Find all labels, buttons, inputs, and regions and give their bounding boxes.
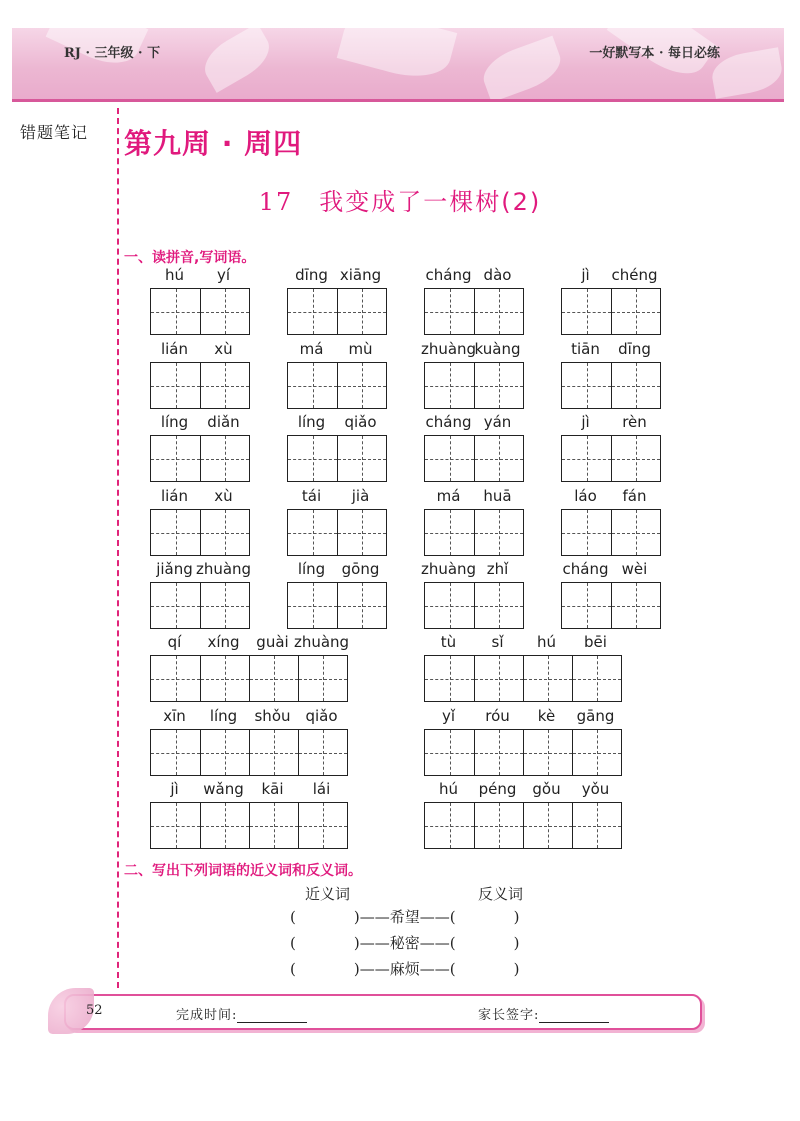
pinyin-syllable: cháng <box>425 413 472 431</box>
word-box-6 <box>287 340 387 409</box>
word-box-18 <box>287 560 387 629</box>
pinyin-syllable: wèi <box>621 560 648 578</box>
pinyin-syllable: mù <box>348 340 373 358</box>
tianzige-grid <box>424 362 524 409</box>
pinyin-syllable: líng <box>160 413 189 431</box>
pinyin-syllable: rèn <box>622 413 647 431</box>
writing-cell[interactable] <box>474 510 523 555</box>
writing-cell[interactable] <box>611 363 660 408</box>
word-box-21 <box>150 633 348 702</box>
pinyin-syllable: kè <box>537 707 556 725</box>
writing-cell[interactable] <box>425 730 474 775</box>
pinyin-syllable: líng <box>209 707 238 725</box>
week-title: 第九周 · 周四 <box>124 127 303 160</box>
writing-cell[interactable] <box>562 363 611 408</box>
pinyin-syllable: chéng <box>611 266 658 284</box>
word-secret: ——秘密—— <box>359 934 450 952</box>
writing-cell[interactable] <box>298 656 347 701</box>
pinyin-syllable: fán <box>622 487 647 505</box>
pinyin-syllable: qiǎo <box>305 707 338 725</box>
word-box-17 <box>150 560 250 629</box>
writing-cell[interactable] <box>200 803 249 848</box>
writing-cell[interactable] <box>474 730 523 775</box>
pinyin-syllable: xiāng <box>339 266 382 284</box>
writing-cell[interactable] <box>151 730 200 775</box>
word-box-2 <box>287 266 387 335</box>
pinyin-syllable: má <box>436 487 461 505</box>
word-box-22 <box>424 633 622 702</box>
word-box-12 <box>561 413 661 482</box>
pinyin-syllable: cháng <box>425 266 472 284</box>
writing-cell[interactable] <box>562 436 611 481</box>
writing-cell[interactable] <box>523 730 572 775</box>
pinyin-syllable: láo <box>574 487 597 505</box>
word-row-2: ( )——秘密——( ) <box>290 934 520 952</box>
pinyin-syllable: zhuàng <box>293 633 350 651</box>
word-box-4 <box>561 266 661 335</box>
pinyin-syllable: cháng <box>562 560 609 578</box>
header-grade: RJ · 三年级 · 下 <box>64 46 161 61</box>
pinyin-syllable: guài <box>256 633 289 651</box>
pinyin-syllable: lián <box>160 487 189 505</box>
tianzige-grid <box>561 509 661 556</box>
pinyin-syllable: dào <box>483 266 512 284</box>
pinyin-syllable: zhǐ <box>486 560 509 578</box>
writing-cell[interactable] <box>474 289 523 334</box>
writing-cell[interactable] <box>474 363 523 408</box>
section2-title: 二、写出下列词语的近义词和反义词。 <box>124 863 362 879</box>
pinyin-syllable: róu <box>485 707 510 725</box>
word-box-13 <box>150 487 250 556</box>
pinyin-syllable: gāng <box>576 707 615 725</box>
writing-cell[interactable] <box>200 510 249 555</box>
writing-cell[interactable] <box>200 730 249 775</box>
word-box-11 <box>424 413 524 482</box>
word-row-1: ( )——希望——( ) <box>290 908 520 926</box>
pinyin-syllable: jì <box>581 266 590 284</box>
word-box-7 <box>420 340 524 409</box>
pinyin-syllable: jiǎng <box>156 560 193 578</box>
tianzige-grid <box>424 729 622 776</box>
writing-cell[interactable] <box>151 436 200 481</box>
writing-cell[interactable] <box>425 510 474 555</box>
pinyin-syllable: líng <box>297 413 326 431</box>
word-box-26 <box>424 780 622 849</box>
writing-cell[interactable] <box>151 803 200 848</box>
completion-time-label: 完成时间: <box>176 1008 238 1023</box>
writing-cell[interactable] <box>200 436 249 481</box>
pinyin-syllable: qiǎo <box>344 413 377 431</box>
writing-cell[interactable] <box>523 803 572 848</box>
pinyin-syllable: dīng <box>618 340 651 358</box>
tianzige-grid <box>150 288 250 335</box>
petal-decoration <box>337 28 457 86</box>
word-hope: ——希望—— <box>359 908 450 926</box>
writing-cell[interactable] <box>474 656 523 701</box>
writing-cell[interactable] <box>611 510 660 555</box>
pinyin-syllable: yǐ <box>441 707 456 725</box>
word-box-16 <box>561 487 661 556</box>
writing-cell[interactable] <box>572 656 621 701</box>
writing-cell[interactable] <box>151 656 200 701</box>
pinyin-syllable: zhuàng <box>420 560 477 578</box>
pinyin-syllable: tái <box>301 487 322 505</box>
writing-cell[interactable] <box>151 363 200 408</box>
tianzige-grid <box>424 802 622 849</box>
writing-cell[interactable] <box>425 583 474 628</box>
writing-cell[interactable] <box>425 289 474 334</box>
word-box-14 <box>287 487 387 556</box>
writing-cell[interactable] <box>425 436 474 481</box>
parent-signature-blank[interactable] <box>539 1010 609 1023</box>
pinyin-syllable: wǎng <box>203 780 244 798</box>
completion-time <box>176 1004 307 1023</box>
pinyin-syllable: zhuàng <box>420 340 477 358</box>
pinyin-syllable: tiān <box>571 340 600 358</box>
word-box-10 <box>287 413 387 482</box>
tianzige-grid <box>287 362 387 409</box>
tianzige-grid <box>424 288 524 335</box>
writing-cell[interactable] <box>200 583 249 628</box>
word-box-25 <box>150 780 348 849</box>
lesson-title <box>0 182 800 217</box>
tianzige-grid <box>424 582 524 629</box>
pinyin-syllable: jià <box>351 487 370 505</box>
tianzige-grid <box>150 362 250 409</box>
pinyin-syllable: hú <box>164 266 185 284</box>
pinyin-syllable: shǒu <box>254 707 291 725</box>
pinyin-syllable: jì <box>170 780 179 798</box>
tianzige-grid <box>287 582 387 629</box>
word-box-3 <box>424 266 524 335</box>
writing-cell[interactable] <box>562 289 611 334</box>
section1-title: 一、读拼音,写词语。 <box>124 250 256 266</box>
tianzige-grid <box>150 435 250 482</box>
pinyin-syllable: gōng <box>341 560 380 578</box>
synonym-heading: 近义词 <box>305 885 351 903</box>
pinyin-syllable: xù <box>214 340 233 358</box>
word-box-20 <box>561 560 661 629</box>
tianzige-grid <box>150 655 348 702</box>
parent-signature-label: 家长签字: <box>478 1008 540 1023</box>
pinyin-syllable: diǎn <box>207 413 240 431</box>
writing-cell[interactable] <box>474 803 523 848</box>
pinyin-syllable: bēi <box>584 633 607 651</box>
pinyin-syllable: qí <box>167 633 182 651</box>
petal-decoration <box>197 28 278 93</box>
writing-cell[interactable] <box>523 656 572 701</box>
pinyin-syllable: kāi <box>261 780 284 798</box>
pinyin-syllable: tù <box>440 633 457 651</box>
mistake-notes-label: 错题笔记 <box>20 123 89 142</box>
tianzige-grid <box>287 509 387 556</box>
writing-cell[interactable] <box>288 363 337 408</box>
writing-cell[interactable] <box>337 583 386 628</box>
word-trouble: ——麻烦—— <box>359 960 450 978</box>
writing-cell[interactable] <box>200 363 249 408</box>
writing-cell[interactable] <box>611 583 660 628</box>
pinyin-syllable: xīn <box>163 707 186 725</box>
writing-cell[interactable] <box>611 436 660 481</box>
pinyin-syllable: gǒu <box>532 780 561 798</box>
pinyin-syllable: hú <box>536 633 557 651</box>
writing-cell[interactable] <box>151 289 200 334</box>
writing-cell[interactable] <box>288 436 337 481</box>
tianzige-grid <box>561 288 661 335</box>
writing-cell[interactable] <box>337 289 386 334</box>
word-box-1 <box>150 266 250 335</box>
writing-cell[interactable] <box>298 730 347 775</box>
writing-cell[interactable] <box>562 510 611 555</box>
lesson-number: 17 <box>258 188 294 216</box>
pinyin-syllable: kuàng <box>474 340 521 358</box>
writing-cell[interactable] <box>249 803 298 848</box>
pinyin-syllable: péng <box>478 780 517 798</box>
word-box-15 <box>424 487 524 556</box>
completion-time-blank[interactable] <box>237 1010 307 1023</box>
tianzige-grid <box>287 288 387 335</box>
writing-cell[interactable] <box>474 436 523 481</box>
pinyin-syllable: líng <box>297 560 326 578</box>
tianzige-grid <box>287 435 387 482</box>
writing-cell[interactable] <box>200 656 249 701</box>
header-band <box>12 99 784 102</box>
pinyin-syllable: yǒu <box>581 780 610 798</box>
pinyin-syllable: lái <box>312 780 331 798</box>
word-row-3: ( )——麻烦——( ) <box>290 960 520 978</box>
writing-cell[interactable] <box>337 436 386 481</box>
pinyin-syllable: jì <box>581 413 590 431</box>
tianzige-grid <box>424 509 524 556</box>
writing-cell[interactable] <box>572 730 621 775</box>
writing-cell[interactable] <box>288 583 337 628</box>
writing-cell[interactable] <box>151 510 200 555</box>
writing-cell[interactable] <box>337 363 386 408</box>
tianzige-grid <box>424 435 524 482</box>
writing-cell[interactable] <box>298 803 347 848</box>
lesson-name: 我变成了一棵树(2) <box>319 188 542 216</box>
writing-cell[interactable] <box>249 656 298 701</box>
petal-decoration <box>477 36 567 102</box>
pinyin-syllable: xù <box>214 487 233 505</box>
pinyin-syllable: lián <box>160 340 189 358</box>
writing-cell[interactable] <box>572 803 621 848</box>
tianzige-grid <box>150 802 348 849</box>
pinyin-syllable: sǐ <box>491 633 504 651</box>
writing-cell[interactable] <box>425 656 474 701</box>
word-box-8 <box>561 340 661 409</box>
tianzige-grid <box>150 509 250 556</box>
petal-decoration <box>709 47 784 99</box>
tianzige-grid <box>150 582 250 629</box>
header-series: 一好默写本 · 每日必练 <box>589 46 720 61</box>
writing-cell[interactable] <box>249 730 298 775</box>
writing-cell[interactable] <box>425 803 474 848</box>
page-header <box>12 28 784 102</box>
tianzige-grid <box>561 435 661 482</box>
pinyin-syllable: huā <box>483 487 512 505</box>
writing-cell[interactable] <box>288 510 337 555</box>
word-box-19 <box>420 560 524 629</box>
tianzige-grid <box>561 582 661 629</box>
word-box-5 <box>150 340 250 409</box>
pinyin-syllable: má <box>299 340 324 358</box>
tianzige-grid <box>561 362 661 409</box>
writing-cell[interactable] <box>562 583 611 628</box>
tianzige-grid <box>150 729 348 776</box>
page-number: 52 <box>86 1003 103 1018</box>
writing-cell[interactable] <box>474 583 523 628</box>
tianzige-grid <box>424 655 622 702</box>
antonym-heading: 反义词 <box>478 885 524 903</box>
writing-cell[interactable] <box>337 510 386 555</box>
writing-cell[interactable] <box>151 583 200 628</box>
pinyin-syllable: yán <box>483 413 512 431</box>
word-box-9 <box>150 413 250 482</box>
pinyin-syllable: yí <box>216 266 231 284</box>
pinyin-syllable: dīng <box>295 266 328 284</box>
margin-divider <box>117 108 119 988</box>
parent-signature <box>478 1004 609 1023</box>
pinyin-syllable: hú <box>438 780 459 798</box>
pinyin-syllable: xíng <box>207 633 240 651</box>
writing-cell[interactable] <box>200 289 249 334</box>
writing-cell[interactable] <box>425 363 474 408</box>
writing-cell[interactable] <box>288 289 337 334</box>
pinyin-syllable: zhuàng <box>195 560 252 578</box>
word-box-24 <box>424 707 622 776</box>
writing-cell[interactable] <box>611 289 660 334</box>
word-box-23 <box>150 707 348 776</box>
